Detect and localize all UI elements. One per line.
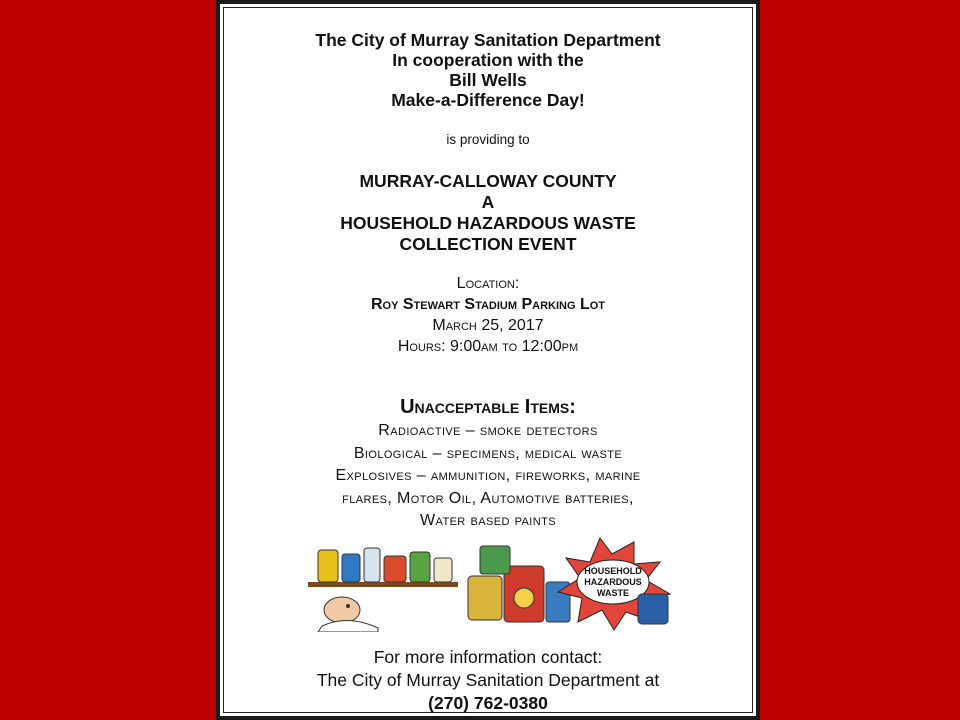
hazardous-waste-clipart	[308, 536, 678, 632]
bottle-icon	[342, 554, 360, 582]
bottle-icon	[364, 548, 380, 582]
contact-phone: (270) 762-0380	[428, 693, 548, 713]
event-hours: Hours: 9:00am to 12:00pm	[397, 338, 579, 355]
contact-line-2: The City of Murray Sanitation Department at	[316, 670, 660, 690]
barrel-icon	[468, 576, 502, 620]
can-icon	[480, 546, 510, 574]
header-line-4: Make-a-Difference Day!	[391, 90, 585, 110]
unacceptable-line: Water based paints	[420, 512, 556, 529]
unacceptable-items	[224, 394, 752, 533]
unacceptable-title: Unacceptable Items:	[400, 396, 576, 418]
bottle-icon	[384, 556, 406, 582]
contact-block	[224, 646, 752, 715]
bottle-icon	[410, 552, 430, 582]
bottle-icon	[318, 550, 338, 582]
face-icon	[514, 588, 534, 608]
clipart-label-1: HOUSEHOLD	[584, 566, 642, 576]
location-label: Location:	[456, 275, 520, 292]
event-line-4: COLLECTION EVENT	[399, 234, 577, 254]
person-head-icon	[324, 597, 360, 623]
event-details	[224, 273, 752, 357]
unacceptable-line: Explosives – ammunition, fireworks, marine	[335, 467, 641, 484]
jug-icon	[638, 594, 668, 624]
bottle-icon	[434, 558, 452, 582]
shelf	[308, 582, 458, 587]
location-value: Roy Stewart Stadium Parking Lot	[370, 296, 606, 313]
event-date: March 25, 2017	[432, 317, 544, 334]
providing-text: is providing to	[446, 132, 530, 147]
flyer-sheet	[216, 0, 760, 720]
event-line-3: HOUSEHOLD HAZARDOUS WASTE	[340, 213, 636, 233]
unacceptable-line: Radioactive – smoke detectors	[378, 422, 598, 439]
flyer-frame	[220, 4, 756, 716]
unacceptable-line: Biological – specimens, medical waste	[353, 444, 623, 462]
event-line-1: MURRAY-CALLOWAY COUNTY	[359, 171, 617, 191]
unacceptable-line: flares, Motor Oil, Automotive batteries,	[342, 489, 634, 507]
header-block	[224, 30, 752, 110]
header-line-3: Bill Wells	[449, 70, 527, 90]
event-line-2: A	[481, 192, 495, 212]
event-title-block	[224, 171, 752, 255]
header-line-1: The City of Murray Sanitation Department	[315, 30, 661, 50]
clipart-label-3: WASTE	[596, 588, 630, 598]
contact-line-1: For more information contact:	[373, 647, 603, 667]
person-body-icon	[318, 620, 378, 632]
flyer-content	[223, 7, 753, 713]
header-line-2: In cooperation with the	[392, 50, 584, 70]
clipart-label-2: HAZARDOUS	[584, 577, 642, 587]
